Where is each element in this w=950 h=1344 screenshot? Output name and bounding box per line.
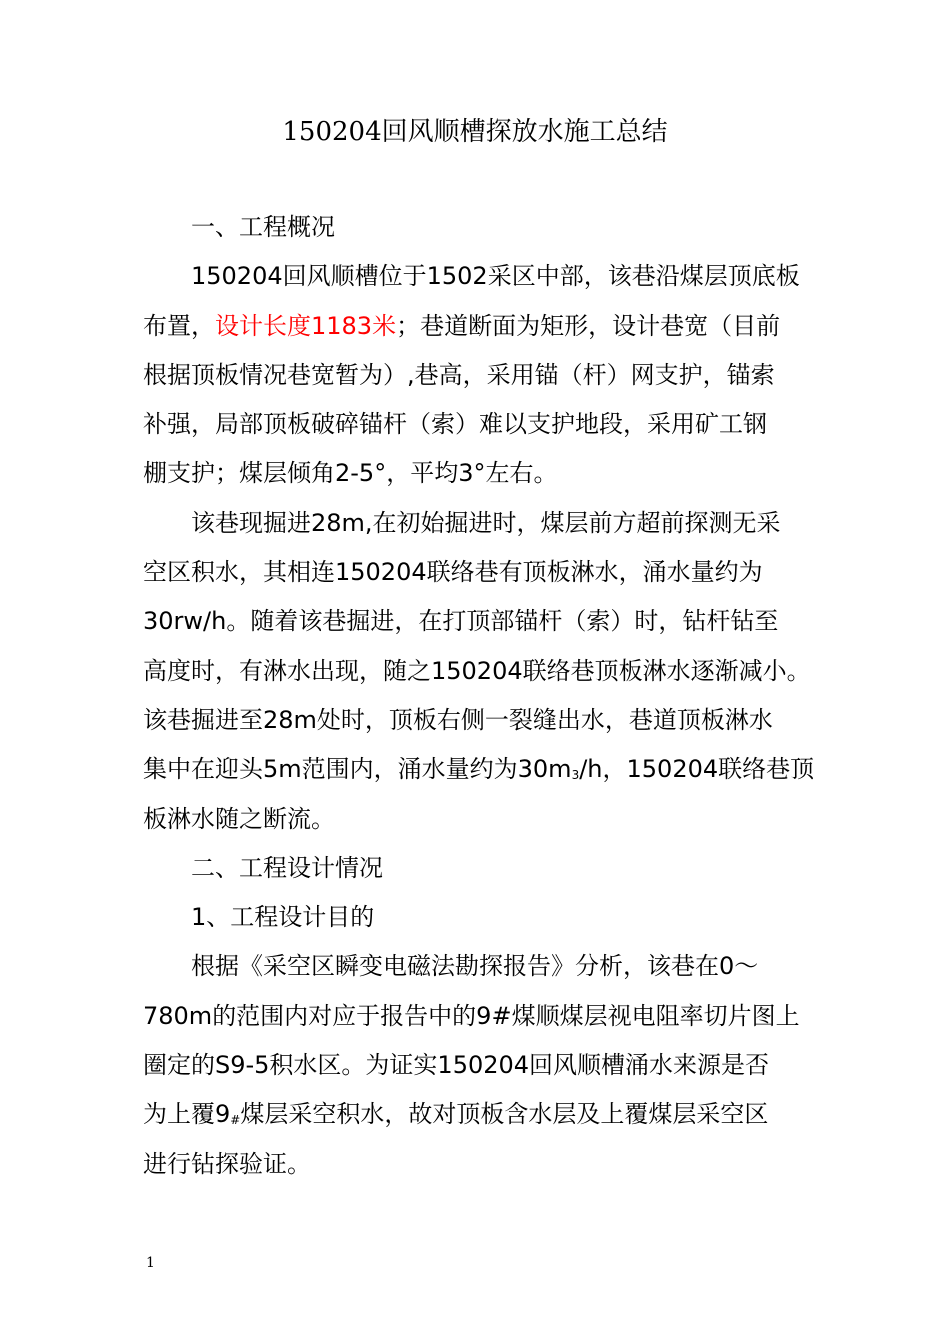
paragraph-line: 板淋水随之断流。 bbox=[143, 804, 335, 833]
paragraph-line: 棚支护；煤层倾角2-5°，平均3°左右。 bbox=[143, 459, 558, 488]
document-title: 150204回风顺槽探放水施工总结 bbox=[282, 117, 668, 147]
design-length-highlight: 设计长度1183米 bbox=[215, 311, 397, 340]
paragraph-line bbox=[143, 745, 843, 794]
text-segment: ；巷道断面为矩形，设计巷宽（目前 bbox=[396, 311, 781, 340]
text-segment: 为上覆9 bbox=[143, 1100, 231, 1129]
paragraph-line: 该巷掘进至28m处时，顶板右侧一裂缝出水，巷道顶板淋水 bbox=[143, 705, 773, 734]
paragraph-line: 高度时，有淋水出现，随之150204联络巷顶板淋水逐渐减小。 bbox=[143, 656, 811, 685]
subsection-heading-purpose: 1、工程设计目的 bbox=[191, 903, 375, 932]
paragraph-line: 根据顶板情况巷宽暂为）,巷高，采用锚（杆）网支护，锚索 bbox=[143, 360, 775, 389]
paragraph-line bbox=[143, 1090, 843, 1139]
unit-subscript: 3 bbox=[571, 768, 580, 783]
paragraph-line: 150204回风顺槽位于1502采区中部，该巷沿煤层顶底板 bbox=[191, 262, 800, 291]
text-segment: 布置， bbox=[143, 311, 215, 340]
section-heading-design: 二、工程设计情况 bbox=[191, 853, 383, 882]
paragraph-line: 圈定的S9-5积水区。为证实150204回风顺槽涌水来源是否 bbox=[143, 1051, 770, 1080]
paragraph-line: 空区积水，其相连150204联络巷有顶板淋水，涌水量约为 bbox=[143, 558, 763, 587]
document-body bbox=[143, 203, 843, 1189]
paragraph-line: 该巷现掘进28m,在初始掘进时，煤层前方超前探测无采 bbox=[191, 508, 781, 537]
text-segment: /h，150204联络巷顶 bbox=[579, 755, 815, 784]
paragraph-line: 进行钻探验证。 bbox=[143, 1149, 311, 1178]
paragraph-line: 根据《采空区瞬变电磁法勘探报告》分析，该巷在0～ bbox=[191, 952, 759, 981]
seam-subscript: # bbox=[230, 1113, 241, 1128]
text-segment: 煤层采空积水，故对顶板含水层及上覆煤层采空区 bbox=[240, 1100, 769, 1129]
page-number: 1 bbox=[146, 1255, 155, 1271]
paragraph-line bbox=[143, 302, 843, 351]
section-heading-overview: 一、工程概况 bbox=[191, 213, 335, 241]
text-segment: 集中在迎头5m范围内，涌水量约为30m bbox=[143, 755, 572, 784]
paragraph-line: 780m的范围内对应于报告中的9#煤顺煤层视电阻率切片图上 bbox=[143, 1001, 800, 1030]
paragraph-line: 30rw/h。随着该巷掘进，在打顶部锚杆（索）时，钻杆钻至 bbox=[143, 607, 779, 636]
paragraph-line: 补强，局部顶板破碎锚杆（索）难以支护地段，采用矿工钢 bbox=[143, 410, 767, 439]
